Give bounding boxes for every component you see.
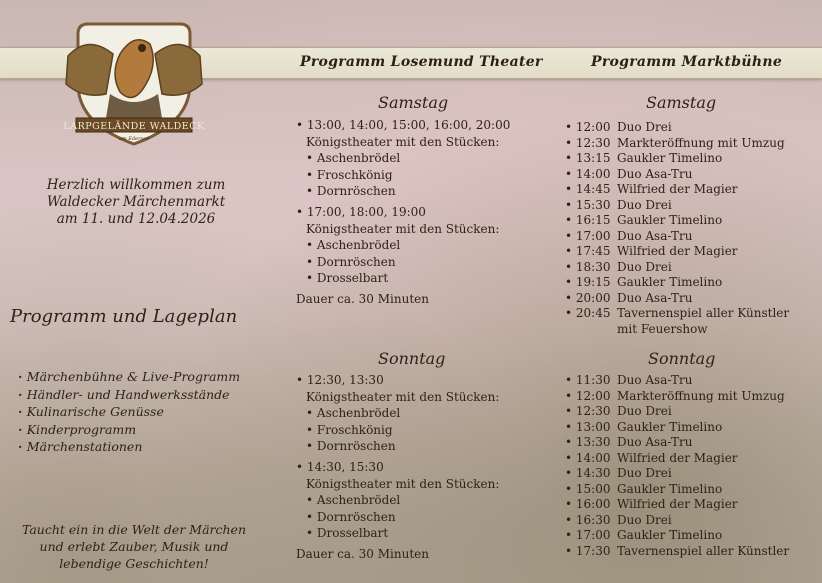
event-time: • 17:30 [565,544,617,560]
event-time: • 15:00 [565,482,617,498]
schedule-row [565,151,797,167]
event-time: • 17:45 [565,244,617,260]
feature-list [18,368,240,456]
play-item: • Aschenbrödel [296,150,510,167]
theater-program-title: Programm Losemund Theater [300,54,543,70]
slot-times: • 14:30, 15:30 [296,459,499,476]
tagline-line: lebendige Geschichten! [59,556,209,571]
event-time: • 12:30 [565,136,617,152]
play-item: • Dornröschen [296,183,510,200]
schedule-row [565,229,797,245]
event-time: • 13:00 [565,420,617,436]
event-name: Gaukler Timelino [617,528,723,542]
slot-description: Königstheater mit den Stücken: [306,476,500,491]
theater-sunday-title: Sonntag [378,349,446,368]
event-name: Gaukler Timelino [617,213,723,227]
theater-slot [296,372,499,455]
event-name: Duo Drei [617,120,672,134]
schedule-row [565,528,797,544]
event-name: Tavernenspiel aller Künstler mit Feuershow [617,306,790,336]
slot-times: • 12:30, 13:30 [296,372,499,389]
schedule-row [565,513,797,529]
slot-times: • 17:00, 18:00, 19:00 [296,204,510,221]
schedule-row [565,182,797,198]
play-item: • Drosselbart [296,525,499,542]
event-time: • 18:30 [565,260,617,276]
schedule-row [565,167,797,183]
schedule-row [565,306,797,337]
schedule-row [565,260,797,276]
event-time: • 16:15 [565,213,617,229]
feature-item: · Märchenstationen [18,438,240,456]
feature-item: · Kulinarische Genüsse [18,403,240,421]
event-name: Duo Asa-Tru [617,290,693,305]
event-name: Duo Asa-Tru [617,373,693,387]
feature-item: · Händler- und Handwerksstände [18,386,240,404]
event-name: Gaukler Timelino [617,419,723,434]
theater-sunday-schedule [296,372,499,563]
event-name: Duo Drei [617,404,672,418]
schedule-row [565,544,797,560]
theater-slot [296,459,499,542]
feature-item: · Kinderprogramm [18,421,240,439]
schedule-row [565,497,797,513]
event-time: • 13:15 [565,151,617,167]
event-time: • 12:00 [565,389,617,405]
play-item: • Dornröschen [296,509,499,526]
market-program-title: Programm Marktbühne [591,54,783,70]
schedule-row [565,435,797,451]
schedule-row [565,244,797,260]
theater-saturday-schedule [296,117,510,308]
event-name: Duo Asa-Tru [617,166,693,181]
duration-note: Dauer ca. 30 Minuten [296,546,429,561]
event-time: • 17:00 [565,229,617,245]
event-name: Duo Drei [617,512,672,527]
duration-note: Dauer ca. 30 Minuten [296,291,429,306]
event-time: • 20:45 [565,306,617,337]
event-name: Tavernenspiel aller Künstler [617,543,790,558]
feature-item: · Märchenbühne & Live-Programm [18,368,240,386]
schedule-row [565,291,797,307]
schedule-row [565,466,797,482]
play-item: • Froschkönig [296,167,510,184]
event-name: Duo Drei [617,466,672,480]
event-time: • 11:30 [565,373,617,389]
event-time: • 17:00 [565,528,617,544]
play-item: • Dornröschen [296,254,510,271]
schedule-row [565,482,797,498]
event-time: • 14:00 [565,167,617,183]
event-name: Gaukler Timelino [617,151,723,165]
schedule-row [565,136,797,152]
event-name: Gaukler Timelino [617,481,723,496]
event-time: • 15:30 [565,198,617,214]
dragon-crest-icon [58,14,210,150]
event-name: Duo Asa-Tru [617,228,693,243]
tagline [8,521,260,572]
event-name: Wilfried der Magier [617,244,738,258]
theater-saturday-title: Samstag [378,93,449,112]
event-name: Duo Asa-Tru [617,435,693,449]
welcome-line: am 11. und 12.04.2026 [56,211,216,227]
schedule-row [565,198,797,214]
program-map-heading: Programm und Lageplan [10,306,238,327]
slot-description: Königstheater mit den Stücken: [306,134,500,149]
market-saturday-schedule [565,120,797,337]
crest-subtitle-text: am Edersee [119,136,149,142]
play-item: • Froschkönig [296,422,499,439]
slot-times: • 13:00, 14:00, 15:00, 16:00, 20:00 [296,117,510,134]
schedule-row [565,213,797,229]
event-name: Markteröffnung mit Umzug [617,388,785,403]
theater-slot [296,117,510,200]
play-item: • Aschenbrödel [296,492,499,509]
play-item: • Drosselbart [296,270,510,287]
schedule-row [565,420,797,436]
tagline-line: und erlebt Zauber, Musik und [39,539,229,554]
slot-description: Königstheater mit den Stücken: [306,389,500,404]
welcome-line: Waldecker Märchenmarkt [46,194,226,210]
crest-logo [58,14,210,150]
schedule-row [565,451,797,467]
tagline-line: Taucht ein in die Welt der Märchen [21,522,247,537]
event-time: • 14:30 [565,466,617,482]
market-sunday-title: Sonntag [648,349,716,368]
schedule-row [565,389,797,405]
event-name: Wilfried der Magier [617,497,738,511]
event-time: • 14:00 [565,451,617,467]
event-time: • 20:00 [565,291,617,307]
slot-description: Königstheater mit den Stücken: [306,221,500,236]
welcome-text [20,177,252,228]
event-time: • 14:45 [565,182,617,198]
market-saturday-title: Samstag [646,93,717,112]
event-time: • 12:00 [565,120,617,136]
event-time: • 19:15 [565,275,617,291]
schedule-row [565,404,797,420]
event-time: • 13:30 [565,435,617,451]
event-time: • 12:30 [565,404,617,420]
event-name: Wilfried der Magier [617,450,738,465]
event-name: Markteröffnung mit Umzug [617,135,785,150]
crest-name-text: LARPGELÄNDE WALDECK [63,121,205,132]
play-item: • Aschenbrödel [296,405,499,422]
event-time: • 16:30 [565,513,617,529]
event-time: • 16:00 [565,497,617,513]
welcome-line: Herzlich willkommen zum [46,177,226,193]
event-name: Gaukler Timelino [617,275,723,289]
event-name: Duo Drei [617,197,672,212]
schedule-row [565,120,797,136]
play-item: • Dornröschen [296,438,499,455]
event-name: Duo Drei [617,259,672,274]
schedule-row [565,275,797,291]
event-name: Wilfried der Magier [617,182,738,196]
theater-slot [296,204,510,287]
market-sunday-schedule [565,373,797,559]
play-item: • Aschenbrödel [296,237,510,254]
schedule-row [565,373,797,389]
